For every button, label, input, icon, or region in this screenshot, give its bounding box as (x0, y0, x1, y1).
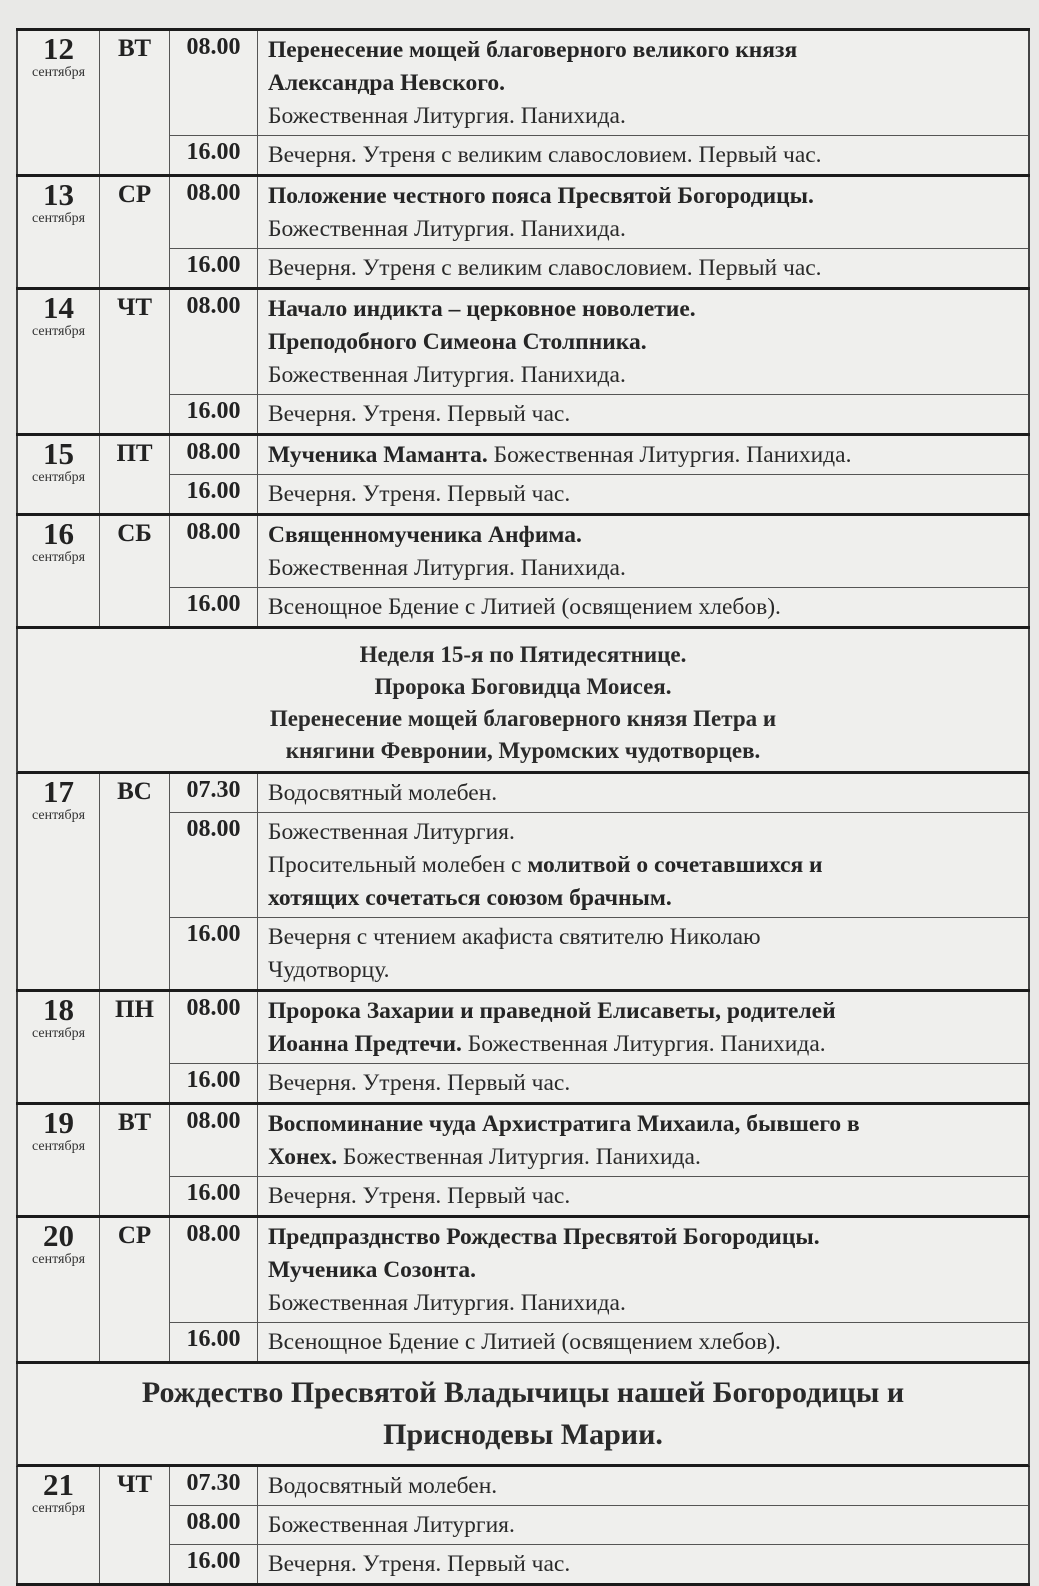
description-line (268, 398, 1020, 431)
day-row (16, 290, 1030, 436)
date-cell (16, 436, 100, 513)
service-description (258, 136, 1028, 174)
date-month: сентября (31, 65, 86, 80)
description-line (268, 139, 1020, 172)
service-slot (170, 516, 1028, 588)
service-slots (170, 1467, 1030, 1583)
description-line (268, 921, 1020, 954)
weekday-cell: СР (100, 1218, 170, 1361)
service-description (258, 31, 1028, 135)
line-text: Всенощное Бдение с Литией (освящением хлебов). (268, 1329, 781, 1355)
weekday-cell: ВС (100, 774, 170, 989)
line-tail: Божественная Литургия. Панихида. (337, 1144, 701, 1170)
description-line (268, 1254, 1020, 1287)
line-text: Александра Невского. (268, 70, 505, 96)
line-text: Вечерня. Утреня. Первый час. (268, 1551, 571, 1577)
line-text: Вечерня. Утреня с великим славословием. Первый час. (268, 142, 822, 168)
date-number: 17 (43, 774, 74, 809)
line-text: Божественная Литургия. Панихида. (268, 1290, 626, 1316)
day-row (16, 992, 1030, 1105)
service-slot (170, 992, 1028, 1064)
day-row (16, 1218, 1030, 1364)
service-description (258, 1177, 1028, 1215)
service-slot (170, 436, 1028, 475)
weekday-cell: ВТ (100, 31, 170, 174)
line-text: Перенесение мощей благоверного великого князя (268, 37, 798, 63)
description-line (268, 1326, 1020, 1359)
service-slots (170, 992, 1030, 1102)
line-text: Начало индикта – церковное новолетие. (268, 296, 696, 322)
date-month: сентября (31, 1026, 86, 1041)
description-line (268, 1221, 1020, 1254)
date-month: сентября (31, 1139, 86, 1154)
service-description (258, 813, 1028, 917)
service-slot (170, 1506, 1028, 1545)
line-text: Предпразднство Рождества Пресвятой Богородицы. (268, 1224, 820, 1250)
service-slots (170, 1218, 1030, 1361)
service-time: 16.00 (170, 1177, 258, 1215)
banner-line: Перенесение мощей благоверного князя Петра и (269, 706, 777, 731)
line-text: Водосвятный молебен. (268, 1473, 498, 1499)
service-description (258, 395, 1028, 433)
service-slot (170, 31, 1028, 136)
date-cell (16, 177, 100, 287)
line-text: Священномученика Анфима. (268, 522, 582, 548)
service-description (258, 475, 1028, 513)
service-time: 08.00 (170, 516, 258, 587)
date-cell (16, 1218, 100, 1361)
service-slot (170, 1064, 1028, 1102)
service-time: 16.00 (170, 136, 258, 174)
line-text: Воспоминание чуда Архистратига Михаила, бывшего в (268, 1111, 860, 1137)
date-cell (16, 774, 100, 989)
service-slot (170, 1105, 1028, 1177)
service-slots (170, 290, 1030, 433)
service-description (258, 992, 1028, 1063)
service-time: 08.00 (170, 1105, 258, 1176)
line-text: Божественная Литургия. (268, 1512, 515, 1538)
line-text: Просительный молебен с (268, 852, 528, 878)
line-text: Вечерня. Утреня. Первый час. (268, 401, 571, 427)
service-slot (170, 395, 1028, 433)
description-line (268, 1180, 1020, 1213)
description-line (268, 100, 1020, 133)
line-text: Вечерня. Утреня. Первый час. (268, 1070, 571, 1096)
service-slot (170, 1177, 1028, 1215)
service-slot (170, 1467, 1028, 1506)
service-slot (170, 249, 1028, 287)
date-month: сентября (31, 1501, 86, 1516)
weekday-cell: ВТ (100, 1105, 170, 1215)
description-line (268, 439, 1020, 472)
service-time: 16.00 (170, 395, 258, 433)
service-time: 08.00 (170, 813, 258, 917)
description-line (268, 1141, 1020, 1174)
line-text: Вечерня. Утреня с великим славословием. Первый час. (268, 255, 822, 281)
date-number: 12 (43, 31, 74, 66)
service-time: 16.00 (170, 1545, 258, 1583)
date-month: сентября (31, 1252, 86, 1267)
service-time: 08.00 (170, 1506, 258, 1544)
service-description (258, 1323, 1028, 1361)
line-text: Всенощное Бдение с Литией (освящением хлебов). (268, 594, 781, 620)
date-cell (16, 516, 100, 626)
weekday-cell: ПН (100, 992, 170, 1102)
line-text: хотящих сочетаться союзом брачным. (268, 885, 672, 911)
description-line (268, 1028, 1020, 1061)
service-description (258, 1064, 1028, 1102)
date-cell (16, 1105, 100, 1215)
service-time: 16.00 (170, 1323, 258, 1361)
service-time: 08.00 (170, 436, 258, 474)
service-slot (170, 290, 1028, 395)
date-number: 16 (43, 516, 74, 551)
service-slot (170, 1545, 1028, 1583)
service-slot (170, 136, 1028, 174)
banner-line: княгини Февронии, Муромских чудотворцев. (285, 738, 761, 763)
service-slot (170, 813, 1028, 918)
weekday-cell: ЧТ (100, 290, 170, 433)
weekday-cell: СБ (100, 516, 170, 626)
service-time: 16.00 (170, 249, 258, 287)
line-text: Чудотворцу. (268, 957, 390, 983)
date-number: 14 (43, 290, 74, 325)
date-month: сентября (31, 211, 86, 226)
service-description (258, 436, 1028, 474)
description-line (268, 816, 1020, 849)
schedule-table (16, 28, 1030, 1586)
line-text: Мученика Созонта. (268, 1257, 476, 1283)
description-line (268, 67, 1020, 100)
date-number: 19 (43, 1105, 74, 1140)
date-cell (16, 290, 100, 433)
service-time: 07.30 (170, 774, 258, 812)
day-row (16, 436, 1030, 516)
service-slot (170, 1323, 1028, 1361)
date-month: сентября (31, 808, 86, 823)
line-tail: Божественная Литургия. Панихида. (461, 1031, 826, 1057)
weekday-cell: ЧТ (100, 1467, 170, 1583)
description-line (268, 326, 1020, 359)
date-cell (16, 992, 100, 1102)
service-slots (170, 177, 1030, 287)
service-slot (170, 588, 1028, 626)
line-text: Божественная Литургия. Панихида. (268, 555, 626, 581)
description-line (268, 995, 1020, 1028)
day-row (16, 1105, 1030, 1218)
description-line (268, 1548, 1020, 1581)
description-line (268, 359, 1020, 392)
feast-banner (16, 629, 1030, 774)
day-row (16, 31, 1030, 177)
service-slot (170, 918, 1028, 989)
line-tail: Божественная Литургия. Панихида. (487, 442, 852, 468)
line-tail-bold: молитвой о сочетавшихся и (527, 852, 823, 878)
line-text: Божественная Литургия. Панихида. (268, 216, 626, 242)
service-description (258, 1545, 1028, 1583)
date-cell (16, 1467, 100, 1583)
description-line (268, 882, 1020, 915)
description-line (268, 552, 1020, 585)
date-month: сентября (31, 470, 86, 485)
day-row (16, 1467, 1030, 1586)
service-description (258, 516, 1028, 587)
description-line (268, 293, 1020, 326)
service-description (258, 1218, 1028, 1322)
service-description (258, 774, 1028, 812)
service-description (258, 290, 1028, 394)
description-line (268, 849, 1020, 882)
banner-line: Неделя 15-я по Пятидесятнице. (359, 642, 687, 667)
line-text: Вечерня с чтением акафиста святителю Николаю (268, 924, 761, 950)
day-row (16, 177, 1030, 290)
service-slots (170, 1105, 1030, 1215)
service-description (258, 588, 1028, 626)
service-slot (170, 177, 1028, 249)
line-text: Преподобного Симеона Столпника. (268, 329, 647, 355)
description-line (268, 213, 1020, 246)
service-time: 08.00 (170, 290, 258, 394)
description-line (268, 1470, 1020, 1503)
line-text: Божественная Литургия. (268, 819, 515, 845)
service-time: 16.00 (170, 588, 258, 626)
service-slots (170, 436, 1030, 513)
service-time: 16.00 (170, 475, 258, 513)
line-text: Хонех. (268, 1144, 338, 1170)
service-time: 08.00 (170, 31, 258, 135)
date-number: 20 (43, 1218, 74, 1253)
service-slot (170, 774, 1028, 813)
description-line (268, 1287, 1020, 1320)
date-number: 21 (43, 1467, 74, 1502)
feast-banner (16, 1364, 1030, 1467)
service-slots (170, 516, 1030, 626)
service-time: 08.00 (170, 177, 258, 248)
service-time: 16.00 (170, 918, 258, 989)
service-time: 16.00 (170, 1064, 258, 1102)
date-month: сентября (31, 550, 86, 565)
service-description (258, 1506, 1028, 1544)
service-description (258, 918, 1028, 989)
day-row (16, 774, 1030, 992)
description-line (268, 777, 1020, 810)
weekday-cell: ПТ (100, 436, 170, 513)
banner-line: Пророка Боговидца Моисея. (374, 674, 672, 699)
line-text: Иоанна Предтечи. (268, 1031, 462, 1057)
date-month: сентября (31, 324, 86, 339)
weekday-cell: СР (100, 177, 170, 287)
date-cell (16, 31, 100, 174)
line-text: Вечерня. Утреня. Первый час. (268, 1183, 571, 1209)
service-description (258, 249, 1028, 287)
date-number: 13 (43, 177, 74, 212)
date-number: 15 (43, 436, 74, 471)
service-slot (170, 1218, 1028, 1323)
service-description (258, 1105, 1028, 1176)
description-line (268, 252, 1020, 285)
service-slots (170, 31, 1030, 174)
description-line (268, 180, 1020, 213)
description-line (268, 478, 1020, 511)
description-line (268, 591, 1020, 624)
description-line (268, 1108, 1020, 1141)
line-text: Мученика Маманта. (268, 442, 488, 468)
line-text: Пророка Захарии и праведной Елисаветы, родителей (268, 998, 836, 1024)
description-line (268, 34, 1020, 67)
service-slots (170, 774, 1030, 989)
line-text: Божественная Литургия. Панихида. (268, 103, 626, 129)
service-description (258, 1467, 1028, 1505)
description-line (268, 1509, 1020, 1542)
service-description (258, 177, 1028, 248)
banner-line: Рождество Пресвятой Владычицы нашей Богородицы и (141, 1376, 905, 1409)
line-text: Вечерня. Утреня. Первый час. (268, 481, 571, 507)
service-slot (170, 475, 1028, 513)
line-text: Божественная Литургия. Панихида. (268, 362, 626, 388)
day-row (16, 516, 1030, 629)
date-number: 18 (43, 992, 74, 1027)
service-time: 08.00 (170, 992, 258, 1063)
service-time: 07.30 (170, 1467, 258, 1505)
banner-line: Приснодевы Марии. (383, 1418, 663, 1451)
description-line (268, 954, 1020, 987)
service-time: 08.00 (170, 1218, 258, 1322)
line-text: Водосвятный молебен. (268, 780, 498, 806)
description-line (268, 519, 1020, 552)
line-text: Положение честного пояса Пресвятой Богородицы. (268, 183, 814, 209)
description-line (268, 1067, 1020, 1100)
